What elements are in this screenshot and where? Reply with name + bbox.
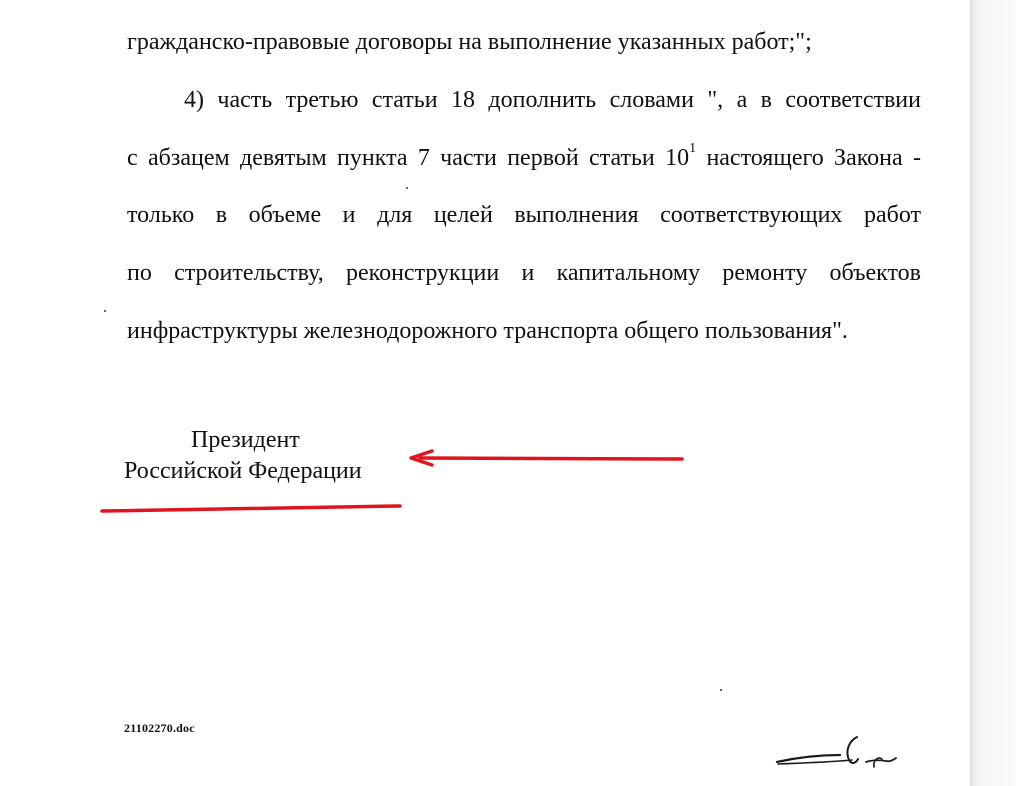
scan-speck xyxy=(406,187,408,189)
text-line-5: по строительству, реконструкции и капитальному ремонту объектов xyxy=(127,260,921,286)
text-line-3-start: с абзацем девятым пункта 7 части первой статьи 10 xyxy=(127,145,690,171)
text-line-3-end: настоящего Закона - xyxy=(696,145,921,171)
text-line-6: инфраструктуры железнодорожного транспорта общего пользования". xyxy=(127,318,848,344)
text-line-2: 4) часть третью статьи 18 дополнить словами ", а в соответствии xyxy=(184,87,921,113)
text-line-1: гражданско-правовые договоры на выполнение указанных работ;"; xyxy=(127,29,812,55)
scan-speck xyxy=(104,310,106,312)
document-id: 21102270.doc xyxy=(124,721,195,735)
scan-speck xyxy=(720,689,722,691)
signature-title-line1: Президент xyxy=(191,427,300,453)
text-line-4: только в объеме и для целей выполнения соответствующих работ xyxy=(127,202,921,228)
text-line-3 xyxy=(127,143,921,173)
page-edge-shadow xyxy=(970,0,1016,786)
superscript-one: 1 xyxy=(689,141,697,156)
signature-title-line2: Российской Федерации xyxy=(124,458,362,484)
